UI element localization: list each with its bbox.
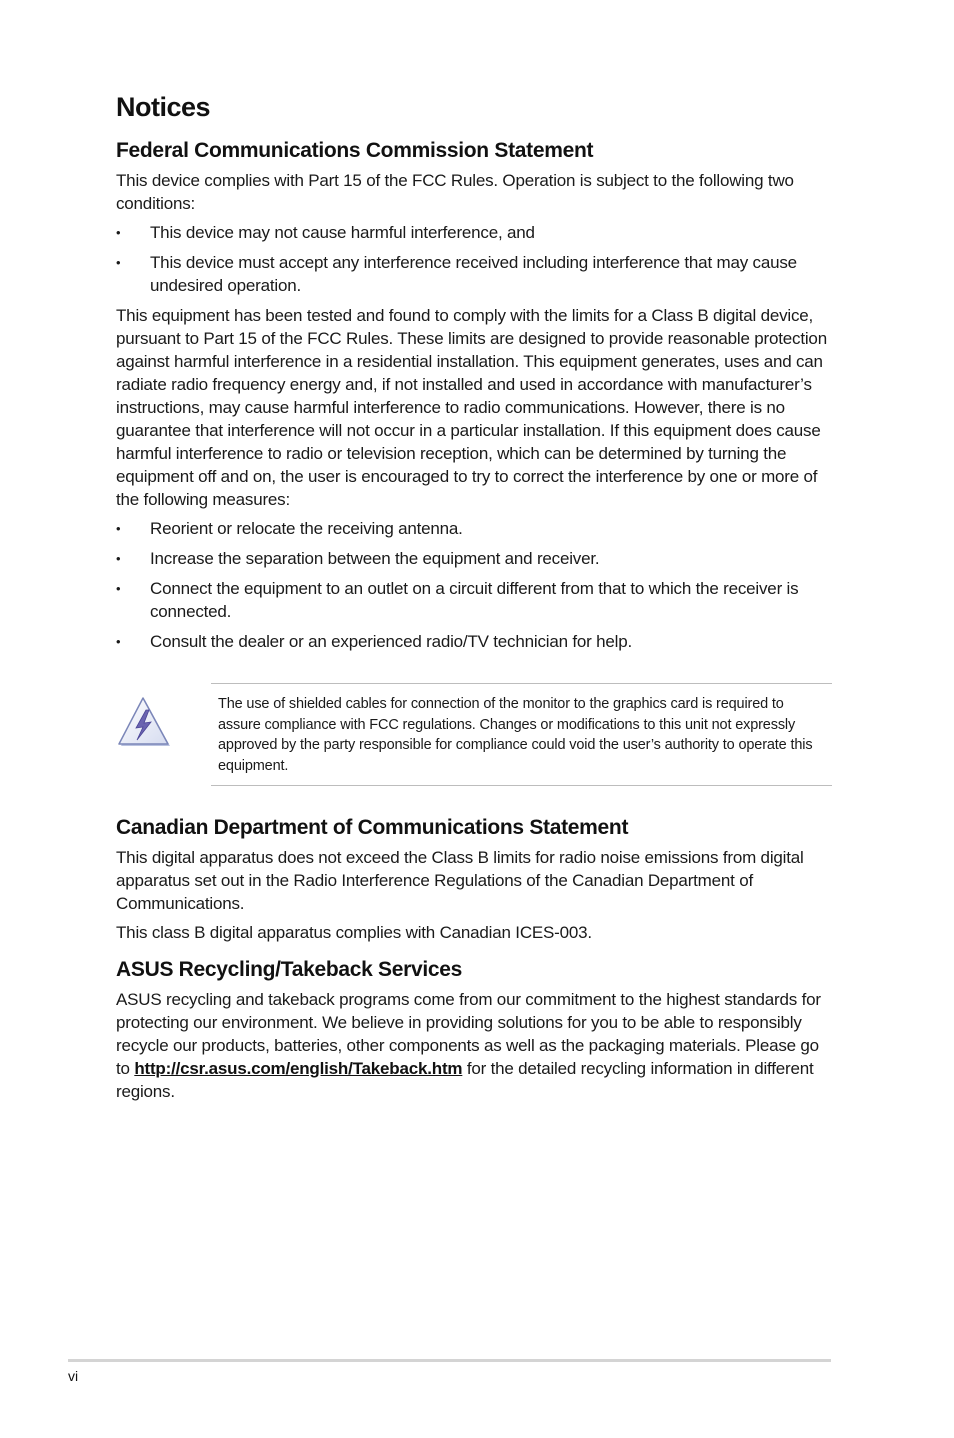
fcc-intro: This device complies with Part 15 of the FCC Rules. Operation is subject to the following two conditions:	[116, 171, 794, 213]
list-item: • Consult the dealer or an experienced radio/TV technician for help.	[116, 632, 632, 651]
bullet: •	[116, 551, 121, 566]
recycling-text: ASUS recycling and takeback programs come from our commitment to the highest standards for protecting our environment. We believe in providing solutions for you to be able to responsibly recycle our products, batteries, other components as well as the packaging materials. Please go to http://csr.asus.com/english/Takeback.htm for the detailed recycling information in different regions.	[116, 990, 821, 1101]
warning-note	[116, 683, 832, 786]
list-item: • This device may not cause harmful interference, and	[116, 223, 535, 242]
bullet: •	[116, 255, 121, 270]
canadian-para-1: This digital apparatus does not exceed the Class B limits for radio noise emissions from digital apparatus set out in the Radio Interference Regulations of the Canadian Department of Communications.	[116, 848, 804, 913]
page-title: Notices	[116, 92, 211, 122]
note-box	[211, 683, 832, 786]
canadian-para-2: This class B digital apparatus complies with Canadian ICES-003.	[116, 923, 592, 942]
bullet: •	[116, 581, 121, 596]
takeback-link[interactable]: http://csr.asus.com/english/Takeback.htm	[134, 1059, 463, 1078]
bullet: •	[116, 225, 121, 240]
fcc-body: This equipment has been tested and found to comply with the limits for a Class B digital device, pursuant to Part 15 of the FCC Rules. These limits are designed to provide reasonable protection against harmful interference in a residential installation. This equipment generates, uses and can radiate radio frequency energy and, if not installed and used in accordance with manufacturer’s instructions, may cause harmful interference to radio communications. However, there is no guarantee that interference will not occur in a particular installation. If this equipment does cause harmful interference to radio or television reception, which can be determined by turning the equipment off and on, the user is encouraged to try to correct the interference by one or more of the following measures:	[116, 306, 827, 509]
footer-divider	[68, 1359, 831, 1362]
fcc-measures-list	[116, 517, 832, 653]
recycling-heading: ASUS Recycling/Takeback Services	[116, 958, 463, 981]
recycling-section	[116, 958, 832, 1103]
note-text: The use of shielded cables for connection of the monitor to the graphics card is required to assure compliance with FCC regulations. Changes or modifications to this unit not expressly approved by the party responsible for compliance could void the user’s authority to operate this equipment.	[218, 696, 813, 774]
bullet: •	[116, 521, 121, 536]
fcc-conditions-list	[116, 221, 832, 297]
list-item: • This device must accept any interference received including interference that may cause undesired operation.	[116, 253, 797, 295]
list-item: • Increase the separation between the equipment and receiver.	[116, 549, 600, 568]
fcc-section	[116, 139, 832, 653]
list-item: • Reorient or relocate the receiving antenna.	[116, 519, 463, 538]
canadian-section	[116, 816, 832, 944]
page-content	[116, 92, 832, 1117]
warning-lightning-icon-svg	[116, 695, 172, 749]
warning-lightning-icon	[116, 683, 211, 786]
page-number: vi	[68, 1368, 79, 1384]
bullet: •	[116, 634, 121, 649]
fcc-heading: Federal Communications Commission Statement	[116, 139, 594, 162]
canadian-heading: Canadian Department of Communications Statement	[116, 816, 629, 839]
list-item: • Connect the equipment to an outlet on a circuit different from that to which the receiver is connected.	[116, 579, 799, 621]
